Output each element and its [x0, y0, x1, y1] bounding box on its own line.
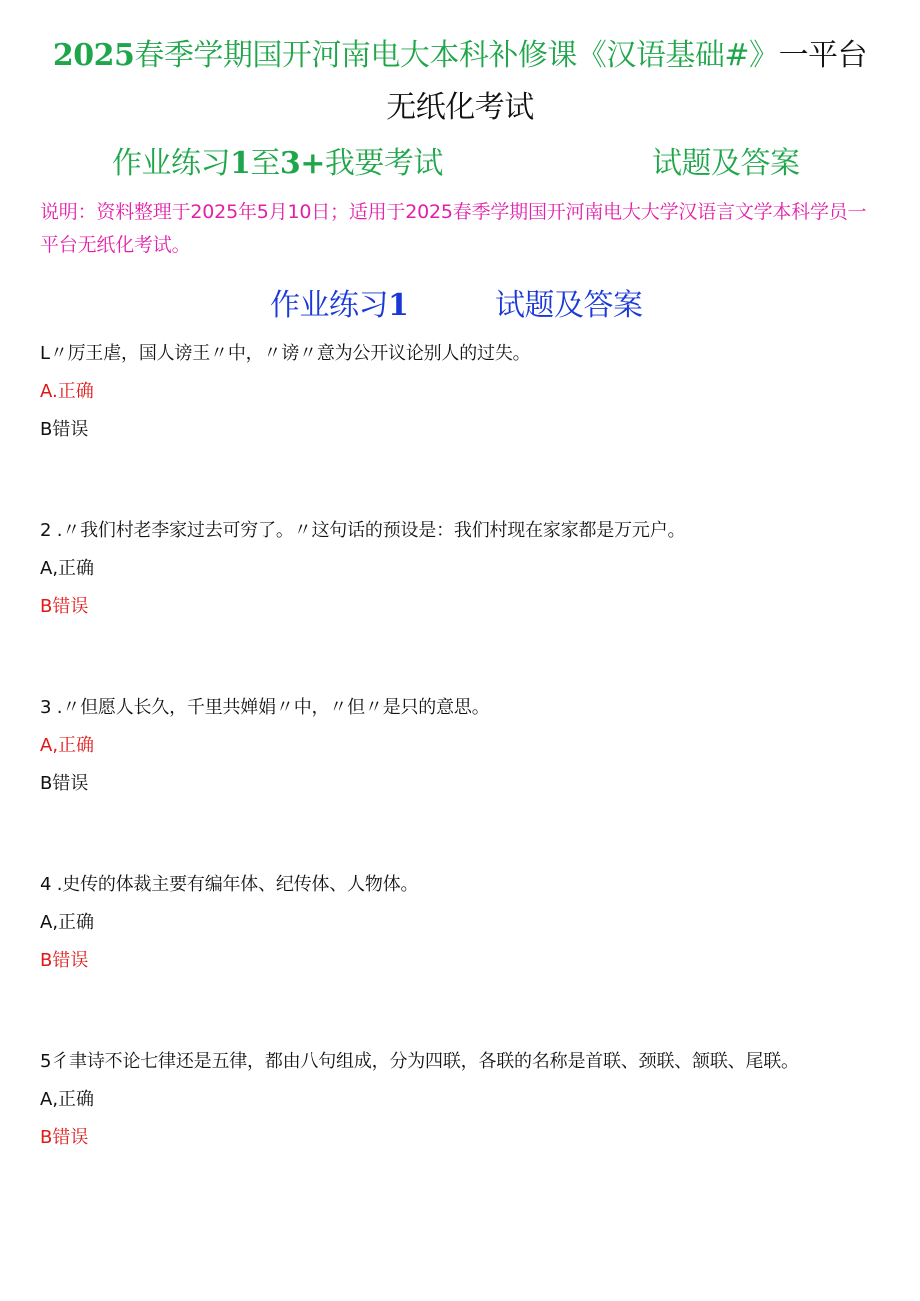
question-2-option-a: A,正确 — [40, 558, 95, 579]
title-course: 春季学期国开河南电大本科补修课《汉语基础#》 — [134, 38, 779, 73]
question-1: L〃厉王虐，国人谤王〃中，〃谤〃意为公开议论别人的过失。 — [40, 343, 531, 364]
subheading-part3: 我要考试 — [324, 146, 443, 181]
subheading-right: 试题及答案 — [652, 146, 800, 181]
question-5-option-a: A,正确 — [40, 1089, 95, 1110]
section-title-label: 作业练习 — [270, 288, 388, 323]
title-year: 2025 — [52, 38, 135, 73]
question-4-option-b: B错误 — [40, 950, 89, 971]
section-title — [270, 286, 408, 326]
question-5: 5彳聿诗不论七律还是五律，都由八句组成，分为四联，各联的名称是首联、颈联、颔联、尾联。 — [40, 1051, 799, 1072]
document-title-line2: 无纸化考试 — [386, 90, 534, 125]
question-1-option-b: B错误 — [40, 419, 89, 440]
section-title-number: 1 — [388, 288, 409, 323]
question-1-option-a: A.正确 — [40, 381, 94, 402]
subheading-part1: 作业练习 — [112, 146, 230, 181]
notice-text: 说明：资料整理于2025年5月10日；适用于2025春季学期国开河南电大大学汉语言文学本科学员一平台无纸化考试。 — [40, 201, 867, 256]
question-2: 2 .〃我们村老李家过去可穷了。〃这句话的预设是：我们村现在家家都是万元户。 — [40, 520, 686, 541]
title-platform: 一平台 — [778, 38, 868, 73]
question-3-option-a: A,正确 — [40, 735, 95, 756]
question-3-option-b: B错误 — [40, 773, 89, 794]
document-title — [0, 36, 920, 76]
subheading-part2: 至 — [250, 146, 280, 181]
subheading-num2: 3+ — [279, 146, 325, 181]
question-4: 4 .史传的体裁主要有编年体、纪传体、人物体。 — [40, 874, 419, 895]
subheading-left — [112, 144, 443, 184]
question-5-option-b: B错误 — [40, 1127, 89, 1148]
question-2-option-b: B错误 — [40, 596, 89, 617]
question-4-option-a: A,正确 — [40, 912, 95, 933]
section-title-answers: 试题及答案 — [495, 288, 643, 323]
question-3: 3 .〃但愿人长久，千里共婵娟〃中，〃但〃是只的意思。 — [40, 697, 490, 718]
subheading-num1: 1 — [230, 146, 251, 181]
